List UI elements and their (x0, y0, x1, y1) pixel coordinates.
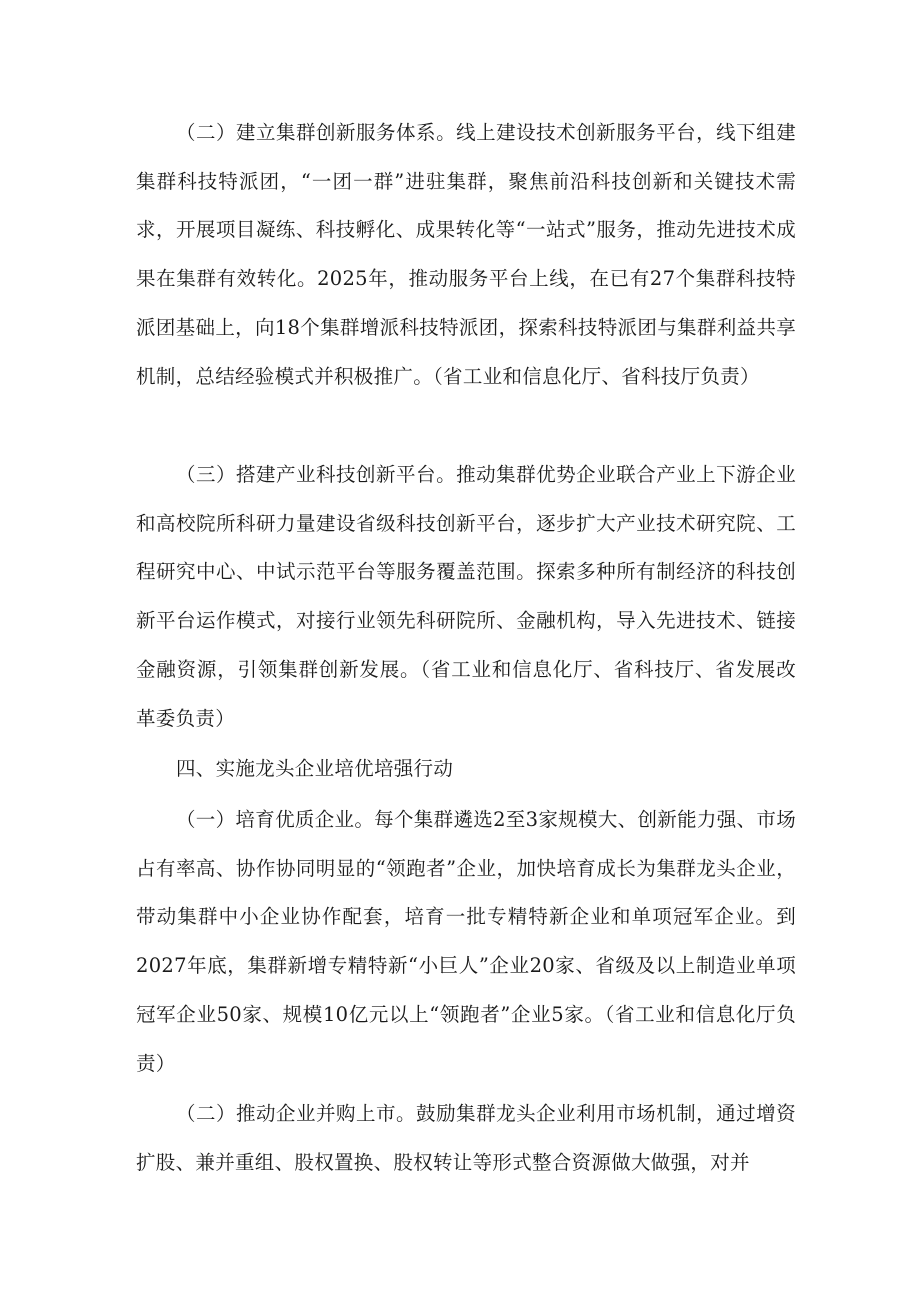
section-heading-leading-enterprises: 四、实施龙头企业培优培强行动 (175, 757, 454, 780)
paragraph-industry-innovation-platform: （三）搭建产业科技创新平台。推动集群优势企业联合产业上下游企业和高校院所科研力量建设省级科技创新平台，逐步扩大产业技术研究院、工程研究中心、中试示范平台等服务覆盖范围。探索多种所有制经济的科技创新平台运作模式，对接行业领先科研院所、金融机构，导入先进技术、链接金融资源，引领集群创新发展。（省工业和信息化厅、省科技厅、省发展改革委负责） (136, 463, 796, 730)
paragraph-quality-enterprises: （一）培育优质企业。每个集群遴选2至3家规模大、创新能力强、市场占有率高、协作协同明显的“领跑者”企业，加快培育成长为集群龙头企业，带动集群中小企业协作配套，培育一批专精特新企业和单项冠军企业。到2027年底，集群新增专精特新“小巨人”企业20家、省级及以上制造业单项冠军企业50家、规模10亿元以上“领跑者”企业5家。（省工业和信息化厅负责） (136, 808, 796, 1075)
paragraph-innovation-service-system: （二）建立集群创新服务体系。线上建设技术创新服务平台，线下组建集群科技特派团，“一团一群”进驻集群，聚焦前沿科技创新和关键技术需求，开展项目凝练、科技孵化、成果转化等“一站式”服务，推动先进技术成果在集群有效转化。2025年，推动服务平台上线，在已有27个集群科技特派团基础上，向18个集群增派科技特派团，探索科技特派团与集群利益共享机制，总结经验模式并积极推广。（省工业和信息化厅、省科技厅负责） (136, 121, 796, 388)
paragraph-mergers-listing: （二）推动企业并购上市。鼓励集群龙头企业利用市场机制，通过增资扩股、兼并重组、股权置换、股权转让等形式整合资源做大做强，对并 (136, 1102, 796, 1174)
